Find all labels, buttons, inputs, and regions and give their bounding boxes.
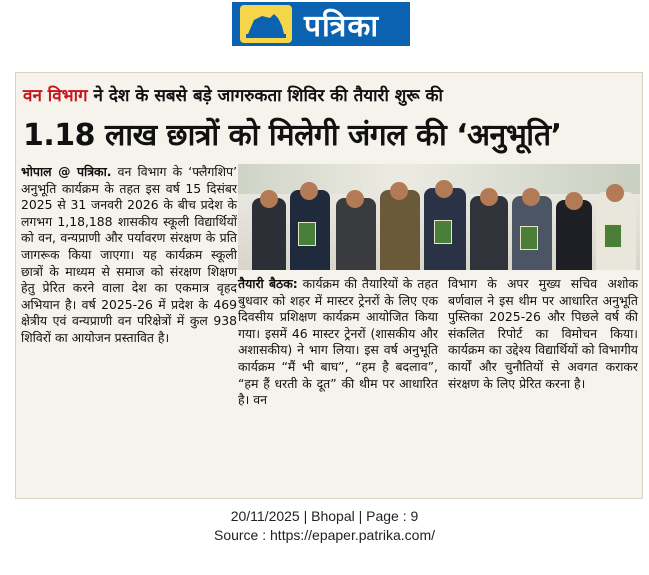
- person-figure: [380, 190, 420, 270]
- masthead-title: पत्रिका: [304, 8, 380, 44]
- person-head: [435, 180, 453, 198]
- person-figure: [336, 198, 376, 270]
- article-column-2: [238, 276, 438, 409]
- person-head: [480, 188, 498, 206]
- person-figure: [470, 196, 508, 270]
- subhead-lead: तैयारी बैठक:: [238, 276, 298, 291]
- article-kicker: [23, 83, 443, 106]
- article-column-3: विभाग के अपर मुख्य सचिव अशोक बर्णवाल ने इस थीम पर आधारित अनुभूति पुस्तिका 2025-26 और पिछले वर्ष की संकलित रिपोर्ट का विमोचन किया। कार्यक्रम का उद्देश्य विद्यार्थियों को विभागीय कार्यों और चुनौतियों से अवगत कराकर संरक्षण के लिए प्रेरित करना है।: [448, 276, 638, 391]
- person-figure: [252, 198, 286, 270]
- column-2-text: कार्यक्रम की तैयारियों के तहत बुधवार को शहर में मास्टर ट्रेनरों के लिए एक दिवसीय प्रशिक्षण कार्यक्रम आयोजित किया गया। इसमें 46 मास्टर ट्रेनरों (शासकीय और अशासकीय) ने भाग लिया। इस वर्ष अनुभूति कार्यक्रम “मैं भी बाघ”, “हम है बदलाव”, “हम हैं धरती के दूत” की थीम पर आधारित है। वन: [238, 276, 439, 408]
- lion-emblem-icon: [240, 5, 292, 43]
- patrika-masthead: [232, 2, 410, 46]
- article-column-1: [21, 164, 237, 347]
- kicker-prefix: वन विभाग: [23, 86, 88, 106]
- person-head: [300, 182, 318, 200]
- person-head: [260, 190, 278, 208]
- person-head: [346, 190, 364, 208]
- person-head: [390, 182, 408, 200]
- publication-dateline: 20/11/2025 | Bhopal | Page : 9: [230, 508, 419, 524]
- person-head: [522, 188, 540, 206]
- booklet-icon: [520, 226, 538, 250]
- booklet-icon: [434, 220, 452, 244]
- person-head: [606, 184, 624, 202]
- kicker-rest: ने देश के सबसे बड़े जागरुकता शिविर की तैयारी शुरू की: [87, 86, 443, 106]
- booklet-icon: [604, 224, 622, 248]
- dateline-lead: भोपाल @ पत्रिका.: [21, 164, 112, 179]
- booklet-icon: [298, 222, 316, 246]
- person-head: [565, 192, 583, 210]
- column-1-text: वन विभाग के ‘फ्लैगशिप’ अनुभूति कार्यक्रम के तहत इस वर्ष 15 दिसंबर 2025 से 31 जनवरी 2026 के बीच प्रदेश के लगभग 1,18,188 शासकीय स्कूली विद्यार्थियों को वन, वन्यप्राणी और पर्यावरण संरक्षण के प्रति जागरूक किया जाएगा। यह कार्यक्रम स्कूली छात्रों के माध्यम से समाज को संरक्षण शिक्षण हेतु प्रेरित करने वाला देश का एकमात्र वृहद अभियान है। वर्ष 2025-26 में प्रदेश के 469 क्षेत्रीय एवं वन्यप्राणी वन परिक्षेत्रों में कुल 938 शिविरों का आयोजन प्रस्तावित है।: [21, 164, 238, 345]
- source-link[interactable]: Source : https://epaper.patrika.com/: [213, 527, 435, 543]
- event-photo: [238, 164, 640, 270]
- article-headline: 1.18 लाख छात्रों को मिलेगी जंगल की ‘अनुभूति’: [23, 118, 562, 153]
- news-clipping: [15, 72, 643, 499]
- person-figure: [556, 200, 592, 270]
